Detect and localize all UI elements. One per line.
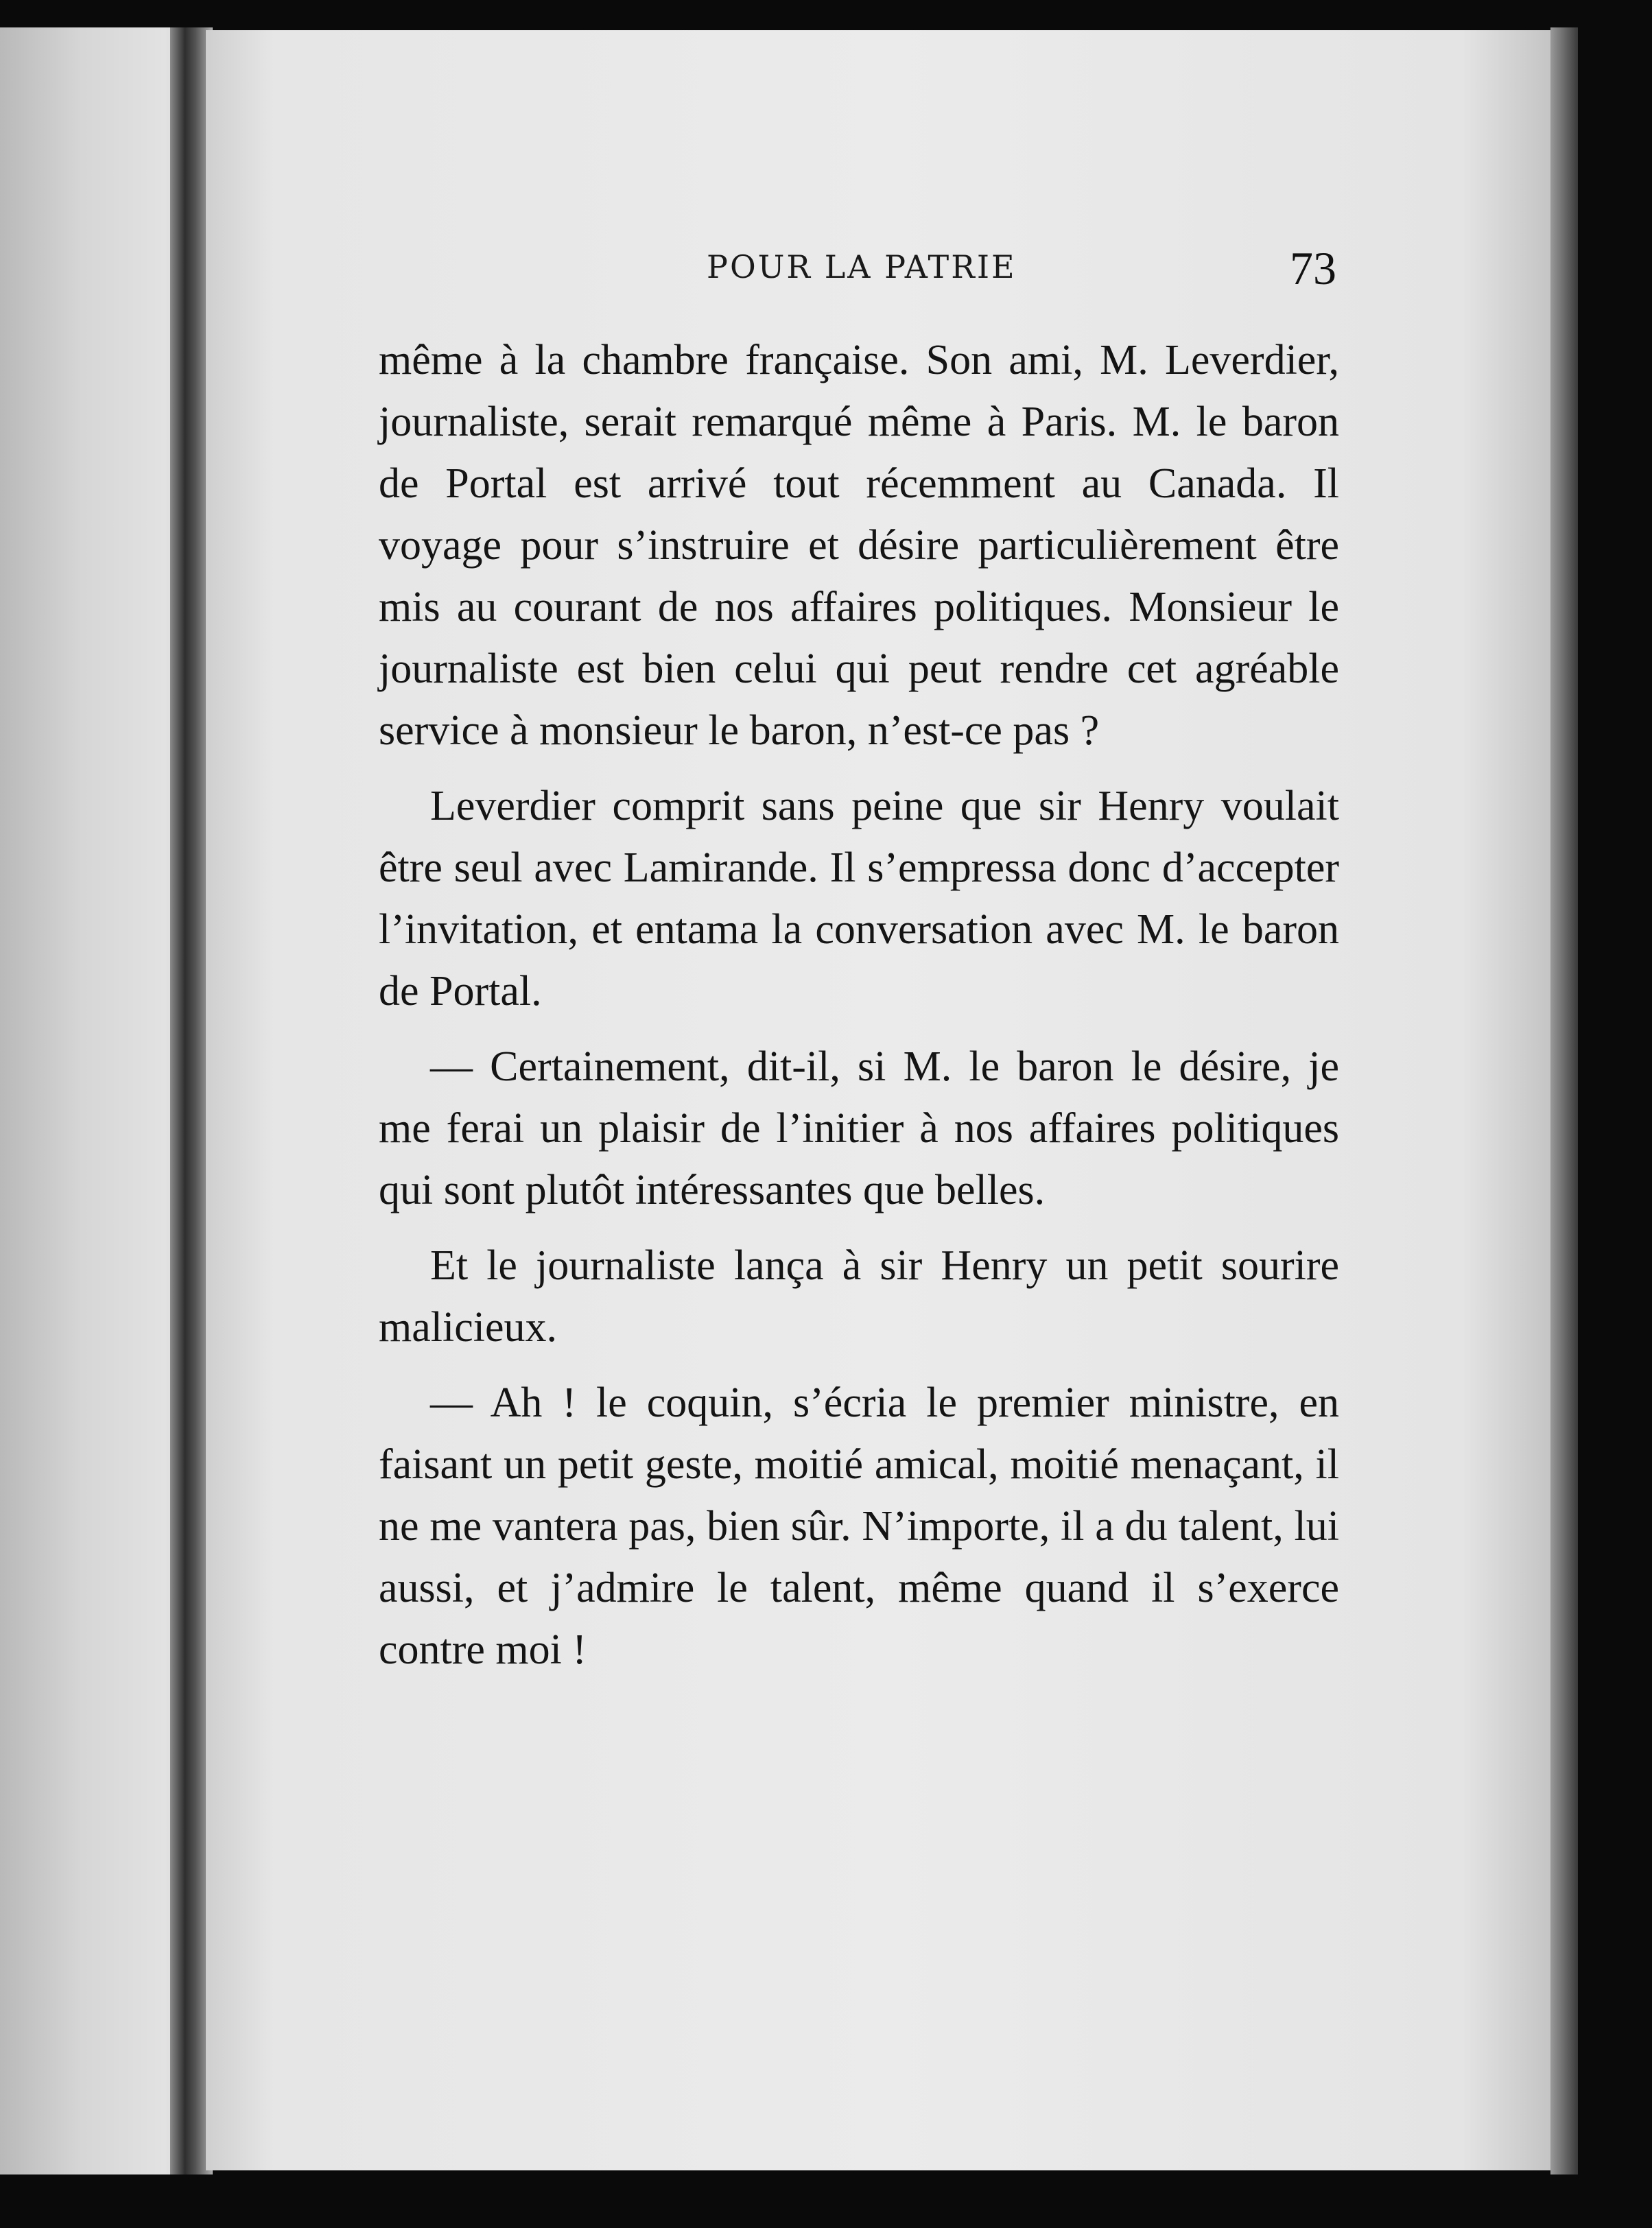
paragraph: même à la chambre française. Son ami, M. Leverdier, journaliste, serait remarqué même à Paris. M. le baron de Portal est arrivé tout récemment au Canada. Il voyage pour s’instruire et désire particulièrement être mis au courant de nos affaires politiques. Monsieur le journaliste est bien celui qui peut rendre cet agréable service à monsieur le baron, n’est-ce pas ? xyxy=(379,337,1339,754)
running-header: POUR LA PATRIE xyxy=(707,248,1017,285)
page-edge-shadow xyxy=(1550,27,1578,2174)
paragraph: Leverdier comprit sans peine que sir Henry voulait être seul avec Lamirande. Il s’empressa donc d’accepter l’invitation, et entama la conversation avec M. le baron de Portal. xyxy=(379,783,1339,1015)
page-body xyxy=(379,329,1339,1694)
page-number: 73 xyxy=(1290,242,1336,294)
paragraph: — Ah ! le coquin, s’écria le premier ministre, en faisant un petit geste, moitié amical, moitié menaçant, il ne me vantera pas, bien sûr. N’importe, il a du talent, lui aussi, et j’admire le talent, même quand il s’exerce contre moi ! xyxy=(379,1379,1339,1673)
paragraph: Et le journaliste lança à sir Henry un petit sourire malicieux. xyxy=(379,1242,1339,1351)
paragraph: — Certainement, dit-il, si M. le baron le désire, je me ferai un plaisir de l’initier à nos affaires politiques qui sont plutôt intéressantes que belles. xyxy=(379,1043,1339,1213)
